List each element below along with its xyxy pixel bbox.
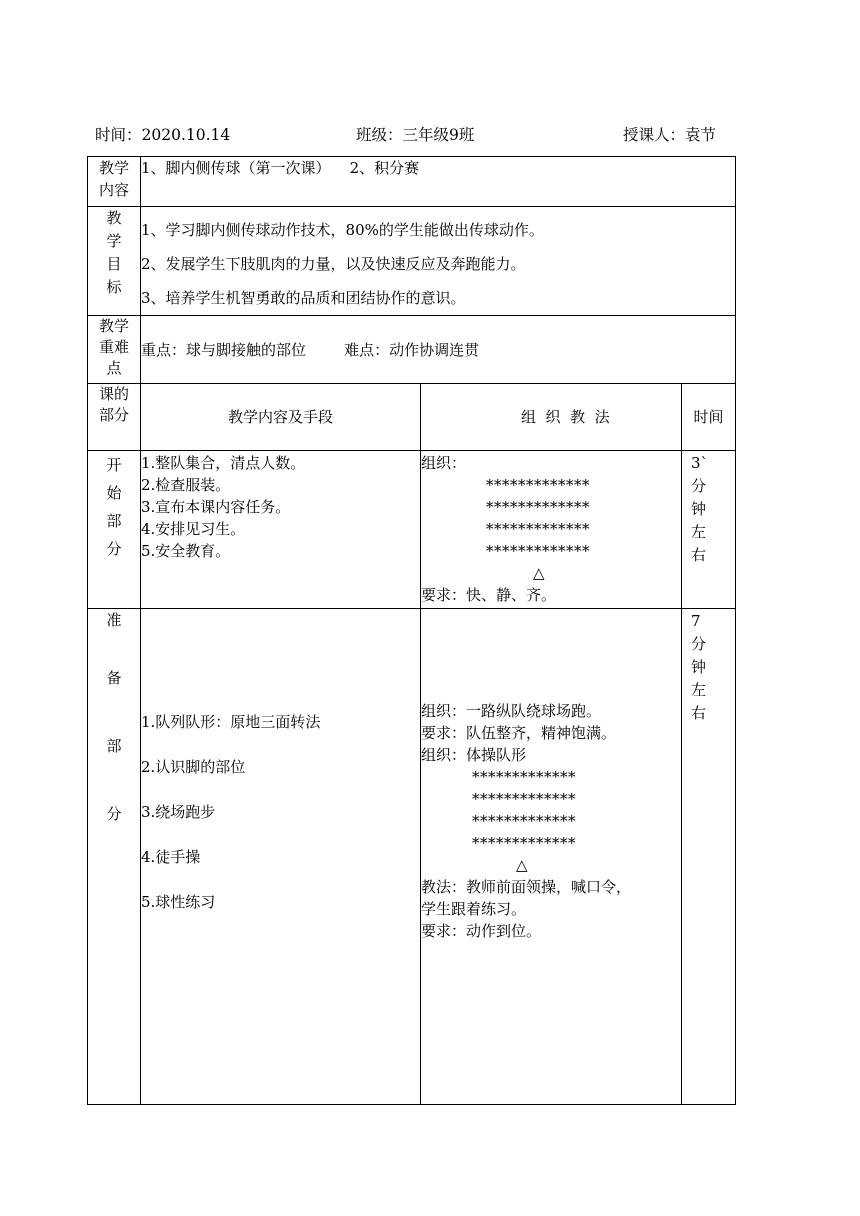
- start-method: [421, 451, 682, 609]
- row-column-headers: [88, 384, 736, 451]
- header-part: [88, 384, 141, 451]
- start-content-item: 1.整队集合，清点人数。: [141, 454, 306, 472]
- label-line: 教: [106, 209, 122, 227]
- label-line: 目: [106, 255, 122, 273]
- label-line: 课的: [98, 385, 129, 403]
- row-teaching-content: [88, 157, 736, 207]
- start-content-item: 5.安全教育。: [141, 542, 231, 560]
- start-requirement: 要求：快、静、齐。: [421, 586, 557, 604]
- label-line: 教学: [98, 159, 129, 177]
- formation-row: *************: [472, 768, 576, 786]
- content-text: 1、脚内侧传球（第一次课） 2、积分赛: [141, 159, 420, 177]
- label-line: 内容: [98, 181, 129, 199]
- formation-row: *************: [472, 812, 576, 830]
- time-char: 3`: [691, 454, 709, 472]
- teaching-goals-list: [141, 207, 736, 316]
- prep-method-line: 教法：教师前面领操，喊口令，: [421, 878, 632, 896]
- prep-content-item: 4.徒手操: [141, 848, 201, 866]
- label-line: 学: [106, 232, 122, 250]
- label-line: 部分: [98, 406, 129, 424]
- class-name: 班级：三年级9班: [356, 126, 475, 144]
- label-line: 教学: [98, 317, 129, 335]
- label-line: 准: [106, 611, 122, 629]
- lesson-date: 时间：2020.10.14: [95, 126, 231, 144]
- key-points: 重点：球与脚接触的部位 难点：动作协调连贯: [141, 340, 480, 359]
- prep-time: [682, 609, 736, 1105]
- prep-content-item: 3.绕场跑步: [141, 803, 216, 821]
- prep-content-item: 1.队列队形：原地三面转法: [141, 713, 321, 731]
- time-char: 7: [691, 612, 701, 630]
- header-method-text: 组 织 教 法: [521, 408, 610, 426]
- row-prep-part: [88, 609, 736, 1105]
- goal-item: 1、学习脚内侧传球动作技术，80%的学生能做出传球动作。: [141, 221, 544, 239]
- time-char: 分: [691, 635, 707, 653]
- time-char: 左: [691, 681, 707, 699]
- time-char: 右: [691, 546, 707, 564]
- formation-row: *************: [486, 498, 590, 516]
- prep-method: [421, 609, 682, 1105]
- row-start-part: [88, 451, 736, 609]
- method-heading: 组织：: [421, 454, 467, 472]
- start-content-item: 2.检查服装。: [141, 476, 231, 494]
- header-time: [682, 384, 736, 451]
- row-teaching-goals: [88, 207, 736, 316]
- label-start-part: [88, 451, 141, 609]
- label-prep-part: [88, 609, 141, 1105]
- lesson-plan-table: [87, 156, 736, 1105]
- label-line: 标: [106, 278, 122, 296]
- formation-row: *************: [472, 790, 576, 808]
- label-key-points: [88, 316, 141, 384]
- label-line: 重难: [98, 338, 129, 356]
- time-char: 右: [691, 704, 707, 722]
- label-line: 点: [106, 359, 122, 377]
- start-time: [682, 451, 736, 609]
- teaching-content-text: [141, 157, 736, 207]
- teacher-name: 授课人：袁节: [623, 126, 717, 144]
- time-char: 钟: [691, 658, 707, 676]
- prep-method-line: 组织：一路纵队绕球场跑。: [421, 702, 602, 720]
- label-line: 备: [106, 669, 122, 687]
- label-line: 分: [106, 805, 122, 823]
- formation-row: *************: [472, 834, 576, 852]
- formation-row: *************: [486, 476, 590, 494]
- prep-method-line: 要求：动作到位。: [421, 922, 542, 940]
- header-content-text: 教学内容及手段: [227, 408, 333, 426]
- label-teaching-content: [88, 157, 141, 207]
- time-char: 分: [691, 477, 707, 495]
- prep-formation: [421, 766, 681, 854]
- label-line: 开: [106, 456, 122, 474]
- start-content-item: 4.安排见习生。: [141, 520, 246, 538]
- label-line: 部: [106, 512, 122, 530]
- start-content-item: 3.宣布本课内容任务。: [141, 498, 291, 516]
- label-line: 始: [106, 484, 122, 502]
- prep-content-item: 2.认识脚的部位: [141, 758, 246, 776]
- header-time-text: 时间: [693, 408, 724, 426]
- key-points-text: [141, 316, 736, 384]
- teacher-position-icon: △: [533, 564, 545, 582]
- goal-item: 2、发展学生下肢肌肉的力量，以及快速反应及奔跑能力。: [141, 255, 526, 273]
- prep-content-item: 5.球性练习: [141, 893, 216, 911]
- time-char: 钟: [691, 500, 707, 518]
- label-line: 分: [106, 540, 122, 558]
- header-method: [421, 384, 682, 451]
- teacher-position-icon: △: [516, 856, 528, 874]
- prep-content: [141, 609, 421, 1105]
- prep-method-line: 要求：队伍整齐，精神饱满。: [421, 724, 617, 742]
- prep-method-line: 学生跟着练习。: [421, 900, 527, 918]
- row-key-points: [88, 316, 736, 384]
- label-line: 部: [106, 737, 122, 755]
- formation-row: *************: [486, 520, 590, 538]
- goal-item: 3、培养学生机智勇敢的品质和团结协作的意识。: [141, 289, 466, 307]
- start-content: [141, 451, 421, 609]
- time-char: 左: [691, 523, 707, 541]
- label-teaching-goals: [88, 207, 141, 316]
- header-content: [141, 384, 421, 451]
- formation-row: *************: [486, 542, 590, 560]
- start-formation: [421, 474, 681, 562]
- prep-method-line: 组织：体操队形: [421, 746, 527, 764]
